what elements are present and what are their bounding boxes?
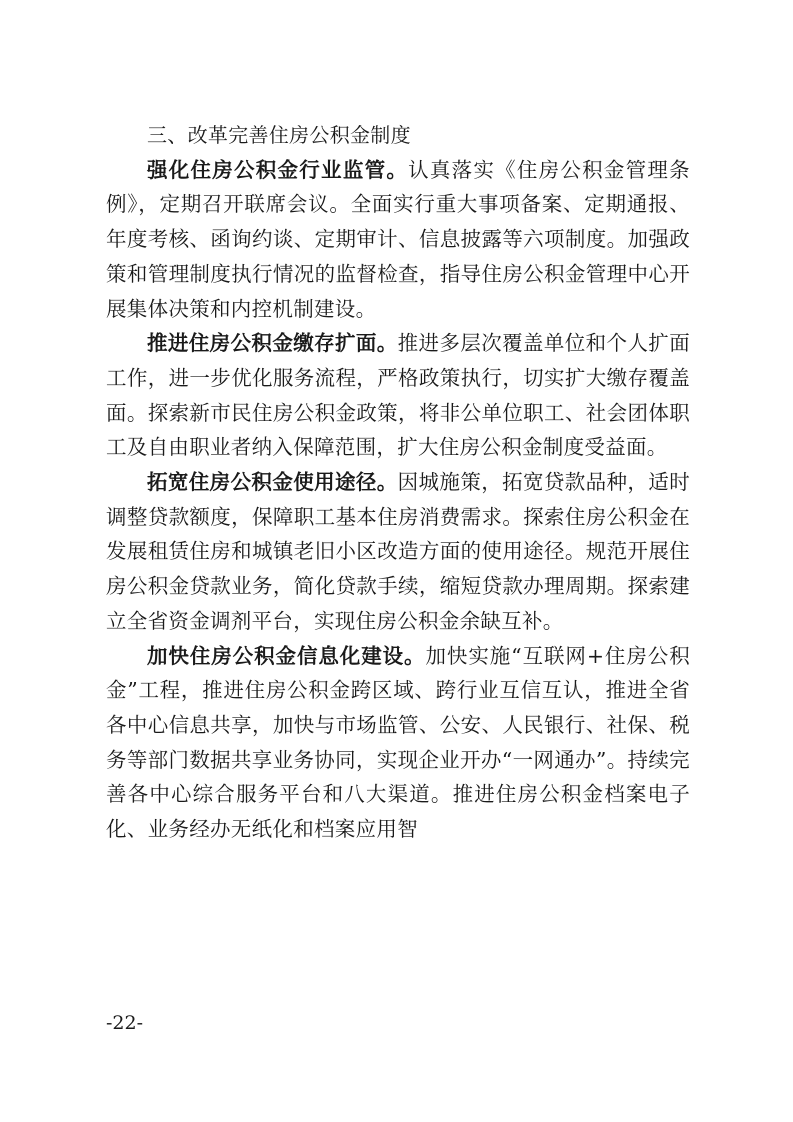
paragraph-body: 认真落实《住房公积金管理条例》，定期召开联席会议。全面实行重大事项备案、定期通报、年度考核、函询约谈、定期审计、信息披露等六项制度。加强政策和管理制度执行情况的监督检查，指导住房公积金管理中心开展集体决策和内控机制建设。 [106,157,690,321]
paragraph-lead: 加快住房公积金信息化建设。 [147,643,426,668]
paragraph-informatization [106,639,690,847]
document-body [106,118,690,847]
page-number: -22- [106,1012,144,1034]
section-heading: 三、改革完善住房公积金制度 [147,123,411,147]
paragraph-lead: 拓宽住房公积金使用途径。 [147,470,398,495]
paragraph-lead: 推进住房公积金缴存扩面。 [147,331,398,356]
paragraph-usage [106,465,690,639]
paragraph-body: 加快实施“互联网+住房公积金”工程，推进住房公积金跨区域、跨行业互信互认，推进全省各中心信息共享，加快与市场监管、公安、人民银行、社保、税务等部门数据共享业务协同，实现企业开办“一网通办”。持续完善各中心综合服务平台和八大渠道。推进住房公积金档案电子化、业务经办无纸化和档案应用智 [106,643,690,842]
paragraph-supervision [106,153,690,327]
paragraph-coverage [106,326,690,465]
paragraph-body: 推进多层次覆盖单位和个人扩面工作，进一步优化服务流程，严格政策执行，切实扩大缴存覆盖面。探索新市民住房公积金政策，将非公单位职工、社会团体职工及自由职业者纳入保障范围，扩大住房公积金制度受益面。 [106,331,690,460]
paragraph-lead: 强化住房公积金行业监管。 [147,157,409,182]
paragraph-body: 因城施策，拓宽贷款品种，适时调整贷款额度，保障职工基本住房消费需求。探索住房公积金在发展租赁住房和城镇老旧小区改造方面的使用途径。规范开展住房公积金贷款业务，简化贷款手续，缩短贷款办理周期。探索建立全省资金调剂平台，实现住房公积金余缺互补。 [106,470,690,633]
